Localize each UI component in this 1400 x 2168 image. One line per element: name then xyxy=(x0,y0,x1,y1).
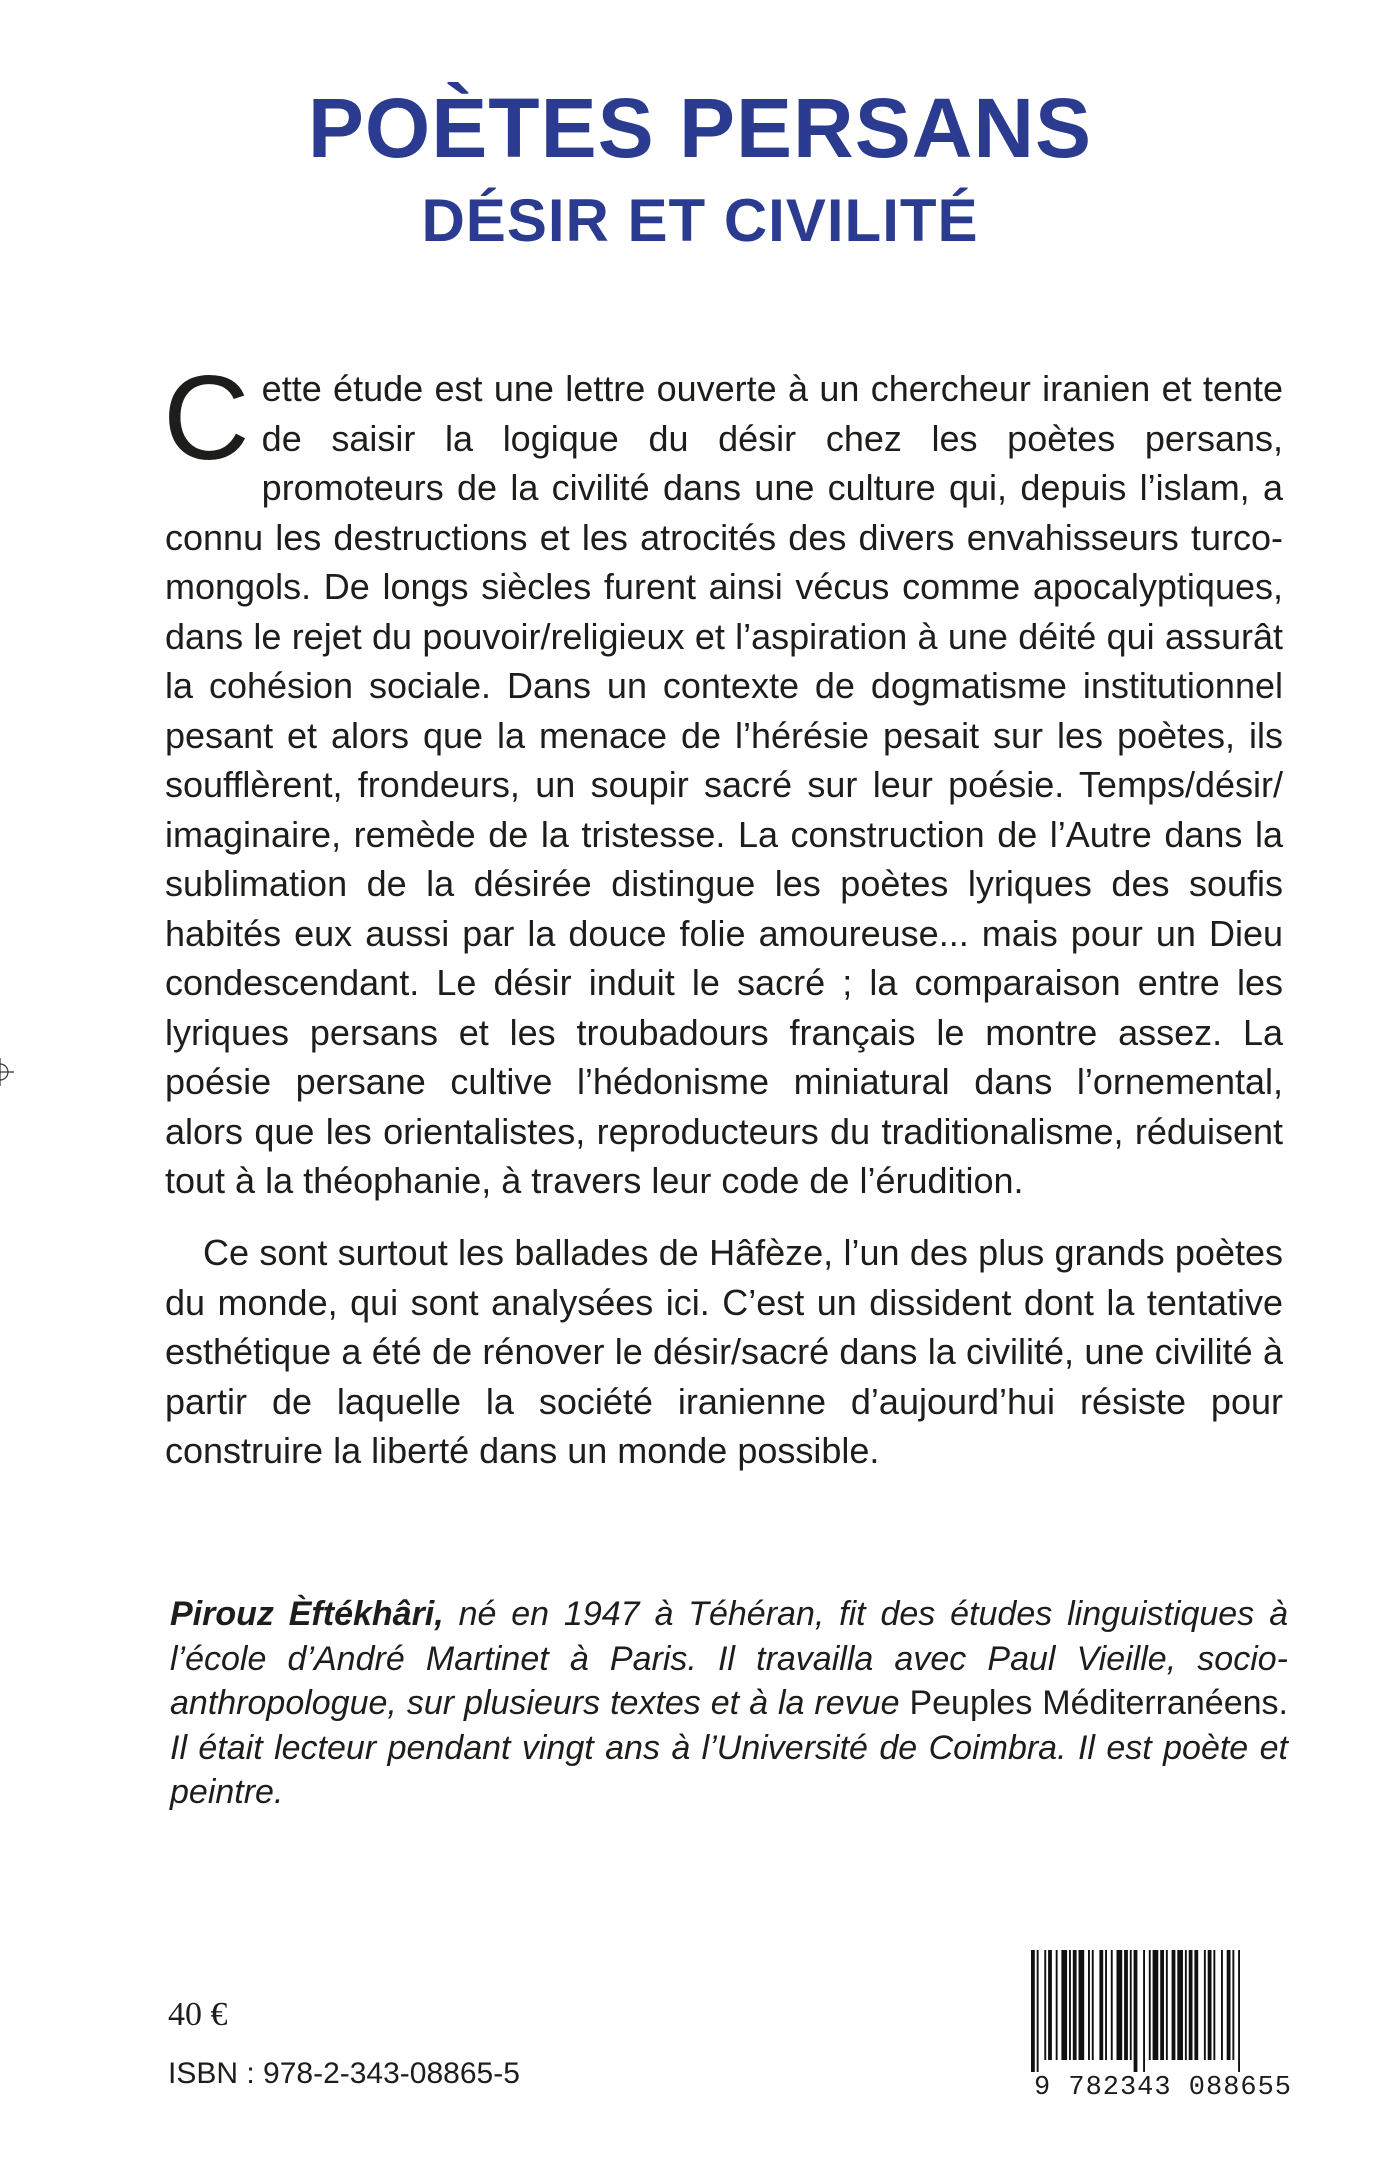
book-subtitle: DÉSIR ET CIVILITÉ xyxy=(421,187,979,254)
barcode-bar xyxy=(1124,1950,1128,2060)
barcode-bar xyxy=(1194,1950,1198,2060)
summary-paragraph-2: Ce sont surtout les ballades de Hâfèze, l’un des plus grands poètes du monde, qui sont analysées ici. C’est un dissident dont la tentative esthétique a été de rénover le désir/sacré dans la civilité, une civilité à partir de laquelle la société iranienne d’aujourd’hui résiste pour construire la liberté dans un monde possible. xyxy=(165,1232,1283,1471)
bio-text-1: né en 1947 à Téhéran, fit des études linguistiques à l’école d’André Martinet à Paris. Il travailla avec Paul Vieille, socio-anthropologue, sur plusieurs textes et à la revue xyxy=(170,1595,1288,1722)
barcode-bar xyxy=(1213,1950,1215,2060)
registration-mark-icon xyxy=(0,1058,14,1086)
barcode-bar xyxy=(1177,1950,1183,2060)
barcode-bar xyxy=(1037,1950,1039,2072)
barcode-digits: 9 782343 088655 xyxy=(1033,2073,1293,2103)
barcode-bar xyxy=(1111,1950,1113,2060)
bio-text-2: Il était lecteur pendant vingt ans à l’Université de Coimbra. Il est poète et peintre. xyxy=(170,1728,1288,1811)
barcode-bar xyxy=(1232,1950,1234,2060)
barcode-bar xyxy=(1227,1950,1231,2060)
barcode-bar xyxy=(1056,1950,1058,2060)
barcode-bar xyxy=(1031,1950,1035,2072)
barcode-bar xyxy=(1208,1950,1212,2060)
barcode-bar xyxy=(1088,1950,1090,2060)
barcode-bar xyxy=(1189,1950,1193,2060)
barcode-bar xyxy=(1117,1950,1123,2060)
isbn: ISBN : 978-2-343-08865-5 xyxy=(168,2057,520,2090)
barcode-bar xyxy=(1143,1950,1145,2072)
barcode-bar xyxy=(1061,1950,1067,2060)
author-name: Pirouz Èftékhâri, xyxy=(170,1595,444,1633)
drop-cap: C xyxy=(163,351,250,485)
summary-paragraph-1-text: ette étude est une lettre ouverte à un chercheur iranien et tente de saisir la logique du désir chez les poètes persans, promoteurs de la civilité dans une culture qui, depuis l’islam, a connu les destructions et les atrocités des divers envahisseurs turco-mongols. De longs siècles furent ainsi vécus comme apocalyptiques, dans le rejet du pouvoir/religieux et l’aspiration à une déité qui assurât la cohésion sociale. Dans un contexte de dogmatisme institutionnel pesant et alors que la menace de l’hérésie pesait sur les poètes, ils soufflèrent, frondeurs, un soupir sacré sur leur poésie. Temps/désir/ imaginaire, remède de la tristesse. La construction de l’Autre dans la sublimation de la désirée distingue les poètes lyriques des soufis habités eux aussi par la douce folie amoureuse... mais pour un Dieu condescendant. Le désir induit le sacré ; la comparaison entre les lyriques persans et les troubadours français le montre assez. La poésie persane cultive l’hédonisme miniatural dans l’ornemental, alors que les orientalistes, reproducteurs du traditionalisme, réduisent tout à la théophanie, à travers leur code de l’érudition. xyxy=(165,368,1283,1201)
barcode-bar xyxy=(1099,1950,1103,2060)
barcode-bar xyxy=(1105,1950,1107,2060)
barcode xyxy=(1027,1950,1299,2122)
barcode-bar xyxy=(1079,1950,1085,2060)
barcode-bar xyxy=(1160,1950,1164,2060)
barcode-bar xyxy=(1092,1950,1094,2060)
barcode-bar xyxy=(1069,1950,1071,2060)
summary-paragraph-1 xyxy=(163,351,1283,1206)
barcode-bar xyxy=(1185,1950,1187,2060)
barcode-bar xyxy=(1134,1950,1138,2072)
barcode-bar xyxy=(1048,1950,1052,2060)
barcode-bar xyxy=(1204,1950,1206,2060)
barcode-bar xyxy=(1221,1950,1223,2060)
barcode-bar xyxy=(1238,1950,1240,2072)
barcode-bar xyxy=(1149,1950,1151,2060)
barcode-bar xyxy=(1044,1950,1046,2060)
price: 40 € xyxy=(168,1996,228,2033)
book-title: POÈTES PERSANS xyxy=(307,81,1093,175)
barcode-bar xyxy=(1166,1950,1168,2060)
barcode-bars xyxy=(1027,1950,1299,2072)
barcode-bar xyxy=(1172,1950,1176,2060)
barcode-bar xyxy=(1130,1950,1132,2060)
barcode-bar xyxy=(1153,1950,1159,2060)
author-biography xyxy=(170,1592,1288,1815)
barcode-bar xyxy=(1073,1950,1077,2060)
journal-name: Peuples Méditerranéens. xyxy=(909,1684,1288,1722)
